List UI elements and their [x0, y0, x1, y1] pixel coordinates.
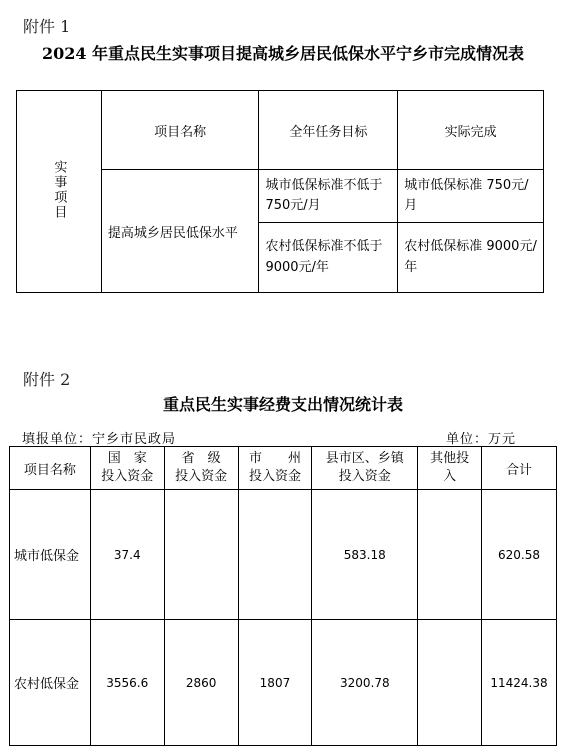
header-project-name: 项目名称: [10, 447, 91, 490]
target-rural: 农村低保标准不低于9000元/年: [259, 223, 398, 293]
provincial-value: 2860: [164, 620, 238, 746]
table-row: [10, 490, 557, 620]
total-value: 11424.38: [482, 620, 557, 746]
city-value: 1807: [238, 620, 312, 746]
header-actual-completion: 实际完成: [398, 91, 544, 170]
expenditure-table: [9, 446, 557, 746]
header-other-funds: 其他投 入: [418, 447, 482, 490]
county-value: 3200.78: [312, 620, 418, 746]
header-total: 合计: [482, 447, 557, 490]
other-value: [418, 620, 482, 746]
reporting-unit: 填报单位：宁乡市民政局: [22, 432, 177, 447]
project-name-cell: 提高城乡居民低保水平: [101, 170, 259, 293]
header-provincial-funds: 省 级 投入资金: [164, 447, 238, 490]
actual-urban: 城市低保标准 750元/月: [398, 170, 544, 223]
county-value: 583.18: [312, 490, 418, 620]
other-value: [418, 490, 482, 620]
total-value: 620.58: [482, 490, 557, 620]
side-label-cell: [17, 91, 102, 293]
provincial-value: [164, 490, 238, 620]
table-row: [10, 620, 557, 746]
header-national-funds: 国 家 投入资金: [90, 447, 164, 490]
attachment-1-label: 附件 1: [23, 17, 71, 36]
attachment-1-title: 2024 年重点民生实事项目提高城乡居民低保水平宁乡市完成情况表: [41, 44, 525, 63]
city-value: [238, 490, 312, 620]
row-name: 农村低保金: [10, 620, 91, 746]
header-county-funds: 县市区、乡镇 投入资金: [312, 447, 418, 490]
header-city-funds: 市 州 投入资金: [238, 447, 312, 490]
currency-unit: 单位：万元: [446, 432, 517, 447]
target-urban: 城市低保标准不低于750元/月: [259, 170, 398, 223]
header-project-name: 项目名称: [101, 91, 259, 170]
national-value: 3556.6: [90, 620, 164, 746]
attachment-2-label: 附件 2: [23, 370, 71, 389]
completion-table: [16, 90, 544, 293]
side-label: 实事项目: [51, 159, 67, 220]
national-value: 37.4: [90, 490, 164, 620]
actual-rural: 农村低保标准 9000元/年: [398, 223, 544, 293]
row-name: 城市低保金: [10, 490, 91, 620]
attachment-2-title: 重点民生实事经费支出情况统计表: [162, 395, 403, 414]
header-annual-target: 全年任务目标: [259, 91, 398, 170]
